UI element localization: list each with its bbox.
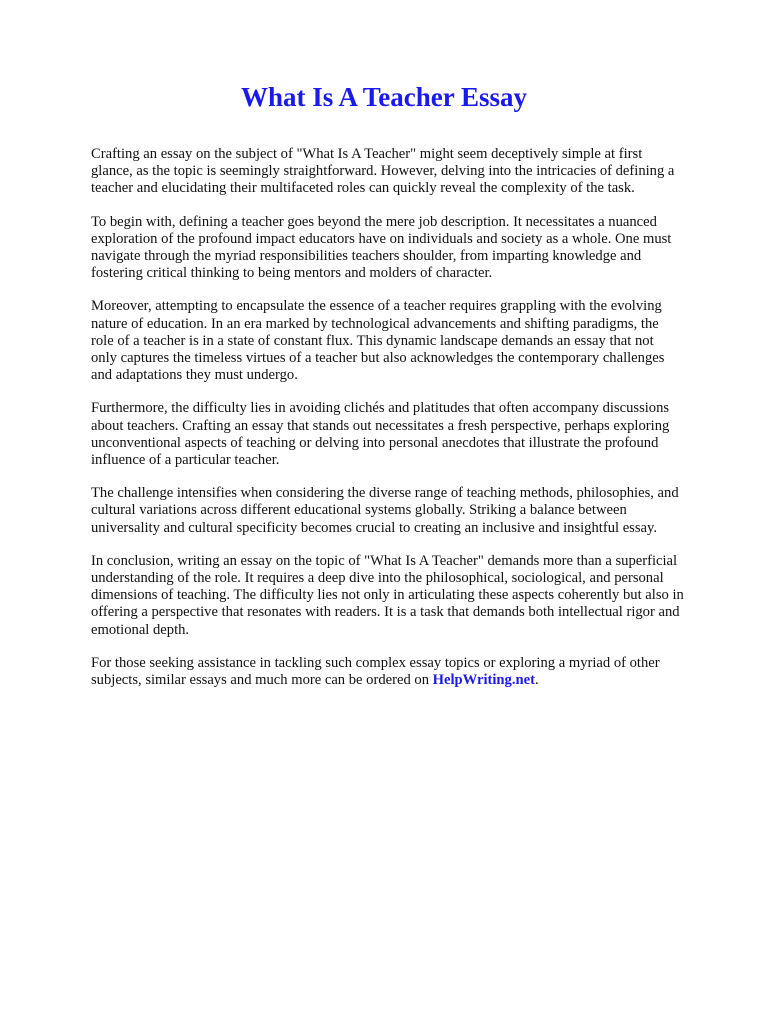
text-line: and adaptations they must undergo. — [91, 367, 298, 384]
text-line: only captures the timeless virtues of a teacher but also acknowledges the contemporary challenges — [91, 350, 665, 367]
helpwriting-link[interactable]: HelpWriting.net — [432, 672, 535, 689]
text-line: about teachers. Crafting an essay that stands out necessitates a fresh perspective, perhaps exploring — [91, 417, 670, 434]
text-line: unconventional aspects of teaching or delving into personal anecdotes that illustrate the profound — [91, 434, 659, 451]
text-line: navigate through the myriad responsibilities teachers shoulder, from imparting knowledge and — [91, 248, 642, 265]
paragraph-2 — [91, 214, 731, 283]
paragraph-4 — [91, 400, 731, 469]
text-line: To begin with, defining a teacher goes beyond the mere job description. It necessitates a nuanced — [91, 213, 657, 230]
text-line: cultural variations across different educational systems globally. Striking a balance between — [91, 502, 627, 519]
paragraph-3 — [91, 298, 731, 384]
text-line: Furthermore, the difficulty lies in avoiding clichés and platitudes that often accompany discussions — [91, 400, 670, 417]
text-line: Moreover, attempting to encapsulate the essence of a teacher requires grappling with the evolving — [91, 298, 662, 315]
paragraph-5 — [91, 485, 731, 537]
text-line: teacher and elucidating their multifaceted roles can quickly reveal the complexity of the task. — [91, 180, 635, 197]
text-line: dimensions of teaching. The difficulty lies not only in articulating these aspects coherently but also in — [91, 587, 684, 604]
text-line: offering a perspective that resonates with readers. It is a task that demands both intellectual rigor and — [91, 604, 680, 621]
text-line: The challenge intensifies when considering the diverse range of teaching methods, philosophies, and — [91, 485, 679, 502]
text-line: emotional depth. — [91, 621, 190, 638]
paragraph-6 — [91, 553, 731, 639]
text-line: For those seeking assistance in tackling such complex essay topics or exploring a myriad of other — [91, 654, 660, 671]
text-line: understanding of the role. It requires a deep dive into the philosophical, sociological, and personal — [91, 570, 664, 587]
closing-prefix: subjects, similar essays and much more can be ordered on — [91, 672, 433, 689]
text-line: influence of a particular teacher. — [91, 452, 280, 469]
text-line: exploration of the profound impact educators have on individuals and society as a whole. One must — [91, 230, 672, 247]
text-line: role of a teacher is in a state of constant flux. This dynamic landscape demands an essay that not — [91, 332, 654, 349]
page-title: What Is A Teacher Essay — [240, 82, 528, 112]
essay-body — [91, 146, 731, 705]
text-line — [91, 672, 731, 689]
text-line: In conclusion, writing an essay on the topic of "What Is A Teacher" demands more than a superficial — [91, 552, 678, 569]
text-line: nature of education. In an era marked by technological advancements and shifting paradigms, the — [91, 315, 659, 332]
text-line: universality and cultural specificity becomes crucial to creating an inclusive and insightful essay. — [91, 519, 657, 536]
text-line: Crafting an essay on the subject of "What Is A Teacher" might seem deceptively simple at first — [91, 146, 643, 162]
paragraph-closing — [91, 655, 731, 689]
closing-suffix: . — [534, 672, 539, 689]
text-line: glance, as the topic is seemingly straightforward. However, delving into the intricacies of defining a — [91, 163, 675, 180]
paragraph-1 — [91, 146, 731, 198]
text-line: fostering critical thinking to being mentors and molders of character. — [91, 265, 493, 282]
